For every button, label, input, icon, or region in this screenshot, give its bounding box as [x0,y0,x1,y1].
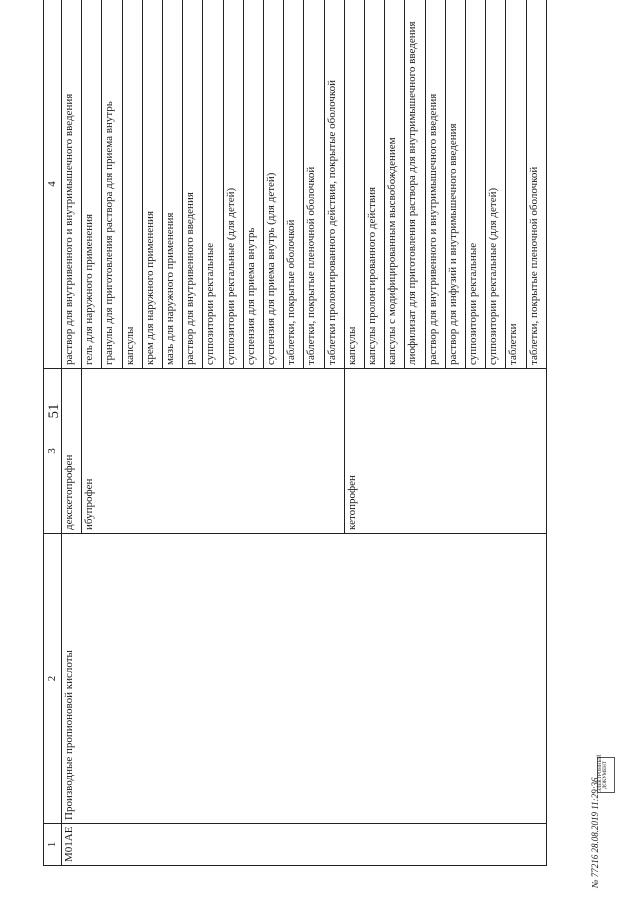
dosage-form: таблетки пролонгированного действия, покрытые оболочкой [324,0,344,369]
dosage-form: суппозитории ректальные (для детей) [223,0,243,369]
dosage-form: раствор для внутривенного введения [183,0,203,369]
dosage-form: крем для наружного применения [142,0,162,369]
rotated-table-container [43,0,547,866]
dosage-form: капсулы с модифицированным высвобождением [385,0,405,369]
footer-doc-number: № 77216 28.08.2019 11:29:36 [590,777,600,888]
dosage-form: суппозитории ректальные [466,0,486,369]
electronic-stamp [597,754,615,793]
dosage-form: мазь для наружного применения [163,0,183,369]
dosage-form: раствор для инфузий и внутримышечного введения [445,0,465,369]
dosage-form: капсулы [122,0,142,369]
table-row [62,0,82,866]
table-body [62,0,547,866]
dosage-form: таблетки [506,0,526,369]
header-col-2: 2 [44,534,62,824]
drug-table [43,0,547,866]
page-number: 51 [46,403,62,419]
dosage-form: гель для наружного применения [82,0,102,369]
dosage-form: суппозитории ректальные (для детей) [486,0,506,369]
header-col-3: 3 [44,369,62,534]
dosage-form: таблетки, покрытые оболочкой [284,0,304,369]
dosage-form: таблетки, покрытые пленочной оболочкой [304,0,324,369]
header-col-4: 4 [44,0,62,369]
stamp-line-1: ЭЛЕКТРОННЫЙ [598,754,603,792]
dosage-form: раствор для внутривенного и внутримышечного введения [62,0,82,369]
dosage-form: раствор для внутривенного и внутримышечного введения [425,0,445,369]
drug-name: кетопрофен [344,369,546,534]
dosage-form: капсулы пролонгированного действия [365,0,385,369]
dosage-form: суспензия для приема внутрь [243,0,263,369]
header-row [44,0,62,866]
drug-name: декскетопрофен [62,369,82,534]
group-name: Производные пропионовой кислоты [62,534,547,824]
dosage-form: гранулы для приготовления раствора для приема внутрь [102,0,122,369]
dosage-form: лиофилизат для приготовления раствора для внутримышечного введения [405,0,425,369]
drug-name: ибупрофен [82,369,345,534]
group-code: M01AE [62,824,547,866]
dosage-form: суппозитории ректальные [203,0,223,369]
stamp-line-2: ДОКУМЕНТ [603,761,608,789]
header-col-1: 1 [44,824,62,866]
dosage-form: таблетки, покрытые пленочной оболочкой [526,0,546,369]
dosage-form: капсулы [344,0,364,369]
dosage-form: суспензия для приема внутрь (для детей) [264,0,284,369]
